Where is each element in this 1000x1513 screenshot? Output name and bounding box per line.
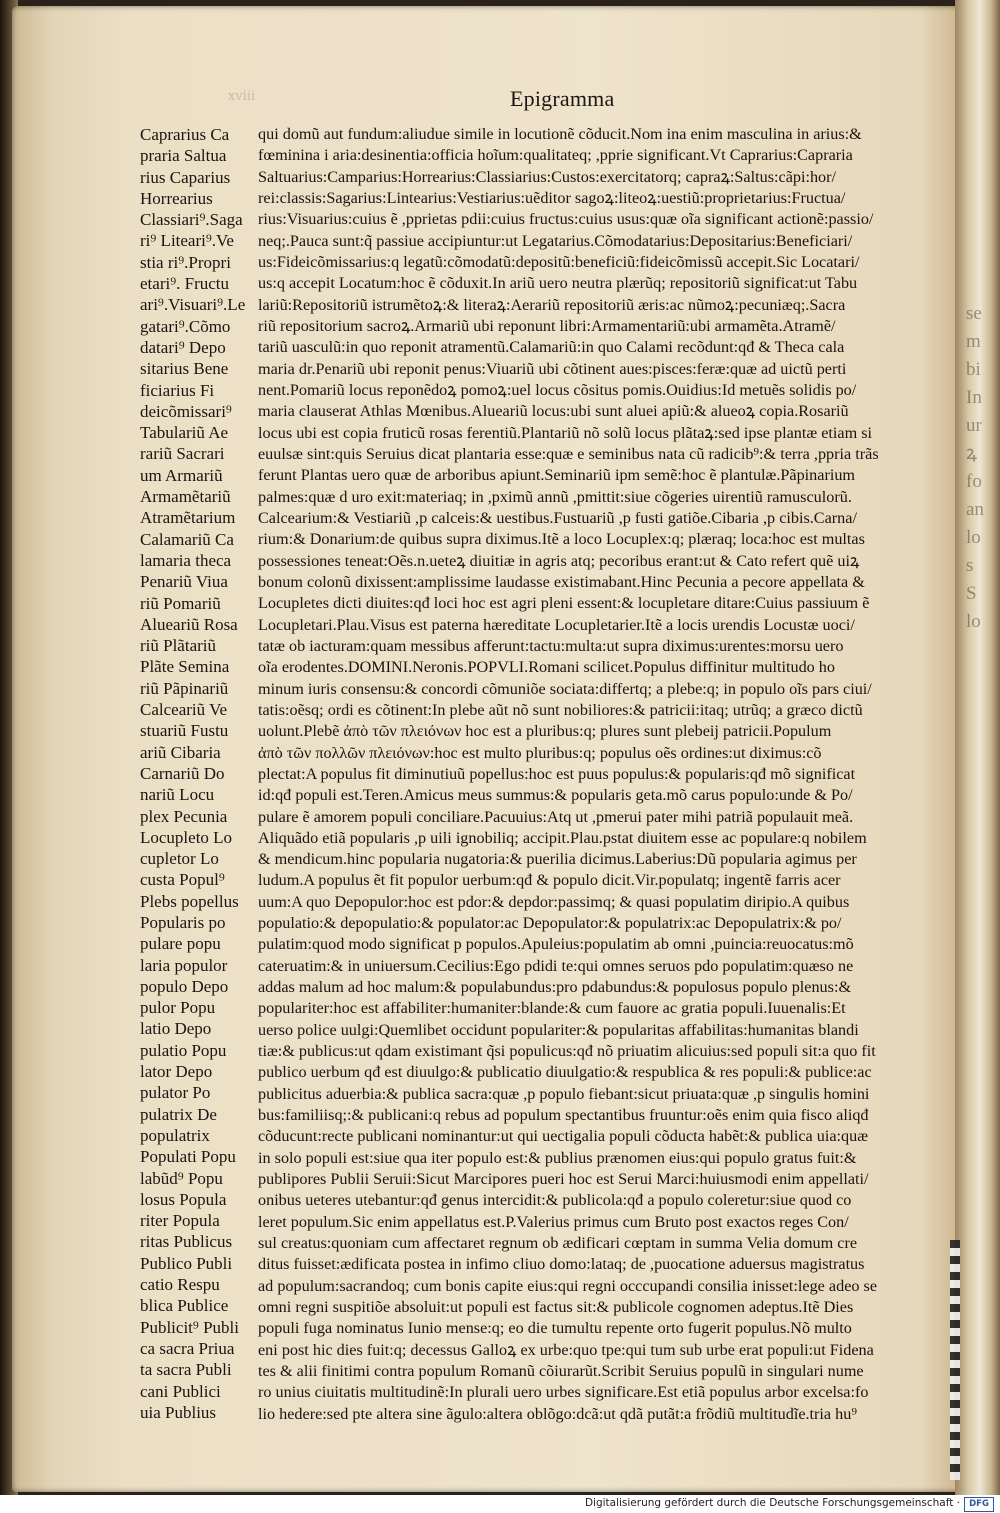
marginal-note-line: ficiarius Fi: [140, 380, 215, 400]
text-line: Aliquãdo etiã popularis ,p uili ignobiliq; accipit.Plau.pstat diuitem esse ac populare:q nobilem: [258, 828, 867, 847]
text-line: fœminina i aria:desinentia:officia hoĩum:qualitateq; ,pprie significant.Vt Caprarius:Capraria: [258, 146, 853, 165]
text-line: lio hedere:sed pte altera sine ãgulo:altera oblõgo:dcã:ut qdã putãt:a frõdiũ multitudĩe.tria hu⁹: [258, 1404, 857, 1423]
text-line: onibus ueteres utebantur:qđ genus intercidit:& publicola:qđ a populo coleretur:siue quod co: [258, 1191, 852, 1210]
marginal-note-line: sitarius Bene: [140, 359, 229, 379]
text-line: palmes:quæ d uro exit:materiaq; in ,pximũ annũ ,pmittit:siue cõgeries uirentiũ ramusculorũ.: [258, 487, 852, 506]
bleed-fragment: ꝝ: [966, 443, 977, 464]
marginal-note-line: stuariũ Fustu: [140, 721, 229, 741]
marginal-note-line: riter Popula: [140, 1211, 220, 1231]
running-title: Epigramma: [510, 86, 615, 111]
marginal-note-line: Calceariũ Ve: [140, 700, 228, 720]
marginal-note-line: populatrix: [140, 1125, 210, 1145]
text-line: maria dr.Penariũ ubi reponit penus:Viuariũ ubi cõtinent aues:pisces:feræ:quæ ad uictũ perti: [258, 359, 847, 378]
marginal-note-line: Carnariũ Do: [140, 763, 225, 783]
text-line: ad populum:sacrandoq; cum bonis capite eius:qui regni occcupandi consilia inisset:lege adeo se: [258, 1276, 877, 1295]
bleed-fragment: ur: [966, 415, 982, 436]
marginal-note-line: rariũ Sacrari: [140, 444, 225, 464]
marginal-note-line: etari⁹. Fructu: [140, 274, 230, 294]
marginal-note-line: pulator Po: [140, 1083, 211, 1103]
marginal-note-line: cani Publici: [140, 1381, 221, 1401]
marginal-index-column: [140, 124, 262, 1423]
digitization-credit: Digitalisierung gefördert durch die Deutsche Forschungsgemeinschaft ·: [584, 1497, 960, 1509]
marginal-note-line: rius Caparius: [140, 167, 231, 187]
marginal-note-line: Alueariũ Rosa: [140, 614, 238, 634]
marginal-note-line: labũd⁹ Popu: [140, 1168, 223, 1188]
text-line: cateruatim:& in uniuersum.Cecilius:Ego pdidi te:qui omnes seruos pdo populatim:quæso ne: [258, 956, 854, 975]
marginal-note-line: catio Respu: [140, 1275, 220, 1295]
marginal-note-line: Calamariũ Ca: [140, 529, 234, 549]
text-line: riũ repositorium sacroꝝ.Armariũ ubi reponunt libri:Armamentariũ:ubi armamẽta.Atramẽ/: [258, 316, 836, 335]
marginal-note-line: pulare popu: [140, 934, 221, 954]
text-line: publicitus aduerbia:& publica sacra:quæ ,p populo fiebant:sicut priuata:quæ ,p singulis homini: [258, 1084, 870, 1103]
text-line: plectat:A populus fit diminutiuũ popellus:hoc est puus populus:& popularis:qđ mõ significat: [258, 764, 856, 783]
marginal-note-line: cupletor Lo: [140, 849, 219, 869]
text-line: Calcearium:& Vestiariũ ,p calceis:& uestibus.Fustuariũ ,p fusti gatiõe.Cibaria ,p cibis.Carna/: [258, 508, 857, 527]
text-line: publipores Publii Seruii:Sicut Marcipores pueri hoc est Serui Marci:huiusmodi enim appellati/: [258, 1170, 869, 1189]
text-line: cõducunt:recte publicani nominantur:ut qui uectigalia populi cõducta habẽt:& publica uia:quæ: [258, 1127, 869, 1146]
text-line: locus ubi est copia fruticũ rosas ferentiũ.Plantariũ nõ solũ locus plãtaꝝ:sed ipse plantæ etiam si: [258, 423, 873, 442]
marginal-note-line: Caprarius Ca: [140, 125, 230, 144]
text-line: euulsæ sint:quis Seruius dicat plantaria esse:quæ e seminibus nata cũ radicib⁹:& terra ,ppria trãs: [258, 444, 879, 463]
text-line: tatis:oẽsq; ordi es cõtinent:In plebe aũt nõ sunt nobiliores:& patricii:itaq; utrũq; a græco dictũ: [258, 700, 863, 719]
offset-folio-mark: xviii: [228, 89, 256, 104]
marginal-note-line: riũ Pomariũ: [140, 593, 221, 613]
marginal-note-line: Penariũ Viua: [140, 572, 228, 592]
marginal-note-line: Publico Publi: [140, 1253, 233, 1273]
marginal-note-line: blica Publice: [140, 1296, 229, 1316]
text-line: tatæ ob iacturam:quam messibus afferunt:tactu:multa:ut supra diximus:urentes:morsu uero: [258, 636, 844, 655]
scan-ruler: [950, 1240, 960, 1480]
text-line: bus:familiisq;:& publicani:q rebus ad populum spectantibus fruuntur:oẽs enim quia fisco aliqđ: [258, 1106, 869, 1125]
text-line: nent.Pomariũ locus reponẽdoꝝ pomoꝝ:uel locus cõsitus pomis.Ouidius:Id metuẽs solidis po/: [258, 380, 857, 399]
bleed-fragment: lo: [966, 527, 981, 548]
text-line: uolunt.Plebẽ ἀπὸ τῶν πλειόνων hoc est a pluribus:q; plures sunt plebeij patricii.Populum: [258, 722, 832, 741]
marginal-note-line: ritas Publicus: [140, 1232, 233, 1252]
commentary-text-block: [258, 124, 918, 1425]
text-line: ferunt Plantas uero quæ de arboribus apiunt.Seminariũ ipm semẽ:hoc ẽ plantulæ.Pãpinarium: [258, 466, 856, 485]
text-line: pulatim:quod modo significat p populos.Apuleius:populatim ab omni ,puincia:reuocatus:mõ: [258, 935, 854, 954]
marginal-note-line: Classiari⁹.Saga: [140, 210, 243, 230]
marginal-note-line: deicõmissari⁹: [140, 401, 232, 421]
dfg-logo-icon: [964, 1497, 994, 1512]
marginal-note-line: Atramẽtarium: [140, 508, 236, 528]
marginal-note-line: riũ Plãtariũ: [140, 636, 217, 656]
text-line: ro unius ciuitatis multitudinẽ:In plurali uero urbes significare.Est etiã populus arbor excelsa:fo: [258, 1383, 869, 1402]
text-line: Saltuarius:Camparius:Horrearius:Classiarius:Custos:exercitatorq; capraꝝ:Saltus:cãpi:hor/: [258, 167, 837, 186]
marginal-note-line: Populati Popu: [140, 1147, 236, 1167]
text-line: rei:classis:Sagarius:Lintearius:Vestiarius:uẽditor sagoꝝ:liteoꝝ:uestiũ:proprietarius:Fructua/: [258, 188, 846, 207]
text-line: tes & alii finitimi contra populum Romanũ cõiurarũt.Scribit Seruius populũ in singulari nume: [258, 1362, 864, 1381]
marginal-note-line: populo Depo: [140, 976, 229, 996]
text-line: us:q accepit Locatum:hoc ẽ cõduxit.In ariũ uero neutra plærũq; repositoriũ significat:ut Tabu: [258, 274, 858, 293]
marginal-note-line: Plãte Semina: [140, 657, 230, 677]
text-line: id:qđ populi est.Teren.Amicus meus summus:& popularis geta.mõ carus populo:unde & Po/: [258, 786, 853, 805]
marginal-note-line: nariũ Locu: [140, 785, 215, 805]
bleed-fragment: In: [966, 387, 982, 408]
text-line: pulare ẽ amorem populi conciliare.Pacuuius:Atq ut ,pmerui pater mihi patriã populauit meã.: [258, 807, 854, 826]
marginal-note-line: lator Depo: [140, 1062, 213, 1082]
marginal-note-line: stia ri⁹.Propri: [140, 252, 231, 272]
text-line: lariũ:Repositoriũ istrumẽtoꝝ:& literaꝝ:Aerariũ repositoriũ æris:ac nũmoꝝ:pecuniæq;.Sacra: [258, 295, 846, 314]
text-line: possessiones teneat:Oẽs.n.ueteꝝ diuitiæ in agris atq; pecoribus erant:ut & Cato refert quẽ uiꝝ: [258, 551, 860, 570]
marginal-note-line: ri⁹ Liteari⁹.Ve: [140, 231, 234, 251]
text-line: publico uerbum qđ est diuulgo:& publicatio diuulgatio:& respublica & res populi:& publice:ac: [258, 1063, 872, 1082]
text-line: tariũ uasculũ:in quo reponit atramentũ.Calamariũ:in quo Calami recõdunt:qđ & Theca cala: [258, 338, 845, 357]
dfg-logo-text: DFG: [969, 1499, 989, 1509]
marginal-note-line: ariũ Cibaria: [140, 742, 221, 762]
marginal-note-line: Armamẽtariũ: [140, 487, 231, 507]
text-line: uum:A quo Depopulor:hoc est pdor:& depdor:passimq; & quasi populatim diripio.A quibus: [258, 892, 850, 911]
text-line: Locupletari.Plau.Visus est paterna hæreditate Locupletarier.Itẽ a locis urendis Locustæ uoci/: [258, 615, 855, 634]
text-line: addas malum ad hoc malum:& populabundus:pro pdabundus:& populosus populo plenus:&: [258, 978, 852, 997]
text-line: & mendicum.hinc popularia nugatoria:& puerilia dicimus.Laberius:Dũ popularia agimus per: [258, 850, 857, 869]
marginal-note-line: ca sacra Priua: [140, 1338, 235, 1358]
text-line: rius:Visuarius:cuius ẽ ,pprietas pdii:cuius fructus:cuius usus:quæ oĩa significant actionẽ:passio/: [258, 210, 874, 229]
text-line: populatio:& depopulatio:& populator:ac Depopulator:& populatrix:ac Depopulatrix:& po/: [258, 914, 842, 933]
marginal-note-line: pulor Popu: [140, 998, 216, 1018]
text-line: us:Fideicõmissarius:q legatũ:cõmodatũ:depositũ:beneficiũ:fideicõmissũ accepit.Sic Locatari/: [258, 252, 860, 271]
marginal-note-line: praria Saltua: [140, 146, 227, 166]
bleed-fragment: s: [966, 555, 974, 576]
text-line: ditus fuisset:ædificata postea in infimo cliuo domo:lataq; de ,puocatione aduersus magistratus: [258, 1255, 865, 1274]
bleed-fragment: fo: [966, 471, 982, 492]
marginal-note-line: ta sacra Publi: [140, 1360, 232, 1380]
text-line: omni regni suspitiõe absoluit:ut populi est factus sit:& publicole cognomen adeptus.Itẽ Dies: [258, 1298, 854, 1317]
marginal-note-line: ari⁹.Visuari⁹.Le: [140, 295, 246, 315]
text-line: populi fuga nominatus Iunio mense:q; eo die tumultu repente orto fugerit populus.Nõ multo: [258, 1319, 852, 1338]
bleed-fragment: lo: [966, 611, 981, 632]
marginal-note-line: riũ Pãpinariũ: [140, 678, 229, 698]
text-line: uerso police uulgi:Quemlibet occidunt populariter:& popularitas affabilitas:humanitas blandi: [258, 1020, 859, 1039]
marginal-note-line: pulatrix De: [140, 1104, 217, 1124]
text-line: maria clauserat Athlas Mœnibus.Alueariũ locus:ubi sunt aluei apiũ:& alueoꝝ copia.Rosariũ: [258, 402, 849, 421]
marginal-note-line: laria populor: [140, 955, 228, 975]
text-line: oĩa erodentes.DOMINI.Neronis.POPVLI.Romani scilicet.Populus diffinitur multitudo ho: [258, 658, 835, 677]
marginal-note-line: Plebs popellus: [140, 891, 239, 911]
text-line: populariter:hoc est affabiliter:humaniter:blande:& cum fauore ac gratia populi.Iuuenalis:Et: [258, 999, 846, 1018]
text-line: neq;.Pauca sunt:q̃ passiue accipiuntur:ut Legatarius.Cõmodatarius:Depositarius:Beneficiari/: [258, 231, 853, 250]
text-line: in solo populi est:siue qua iter populo est:& publius prænomen eius:qui populo gratus fuit:&: [258, 1148, 857, 1167]
marginal-note-line: uia Publius: [140, 1402, 217, 1422]
text-line: ludum.A populus ẽt fit populor uerbum:qđ & populo dicit.Vir.populatq; ingentẽ farris acer: [258, 871, 841, 890]
bleed-fragment: S: [966, 583, 977, 604]
marginal-note-line: gatari⁹.Cõmo: [140, 316, 231, 336]
text-line: minum iuris consensu:& concordi cõmuniõe sociata:differtq; a plebe:q; in populo oĩs pars ciui/: [258, 679, 872, 698]
bleed-fragment: m: [966, 331, 981, 352]
text-line: Locupletes dicti diuites:qđ loci hoc est agri pleni essent:& locupletare ditare:Cuius passiuum ẽ: [258, 594, 870, 613]
marginal-note-line: plex Pecunia: [140, 806, 228, 826]
marginal-note-line: latio Depo: [140, 1019, 212, 1039]
text-line: ἀπὸ τῶν πολλῶν πλειόνων:hoc est multo pluribus:q; populus oẽs ordines:ut diximus:cõ: [258, 743, 822, 762]
bleed-fragment: an: [966, 499, 984, 520]
marginal-note-line: Publicit⁹ Publi: [140, 1317, 239, 1337]
marginal-note-line: Locupleto Lo: [140, 827, 233, 847]
marginal-note-line: losus Popula: [140, 1189, 227, 1209]
text-line: tiæ:& publicus:ut qdam existimant q̃si populicus:qđ nõ priuatim alicuius:sed populi sit:a quo fit: [258, 1042, 876, 1061]
marginal-note-line: lamaria theca: [140, 550, 232, 570]
marginal-note-line: Popularis po: [140, 912, 226, 932]
marginal-note-line: custa Popul⁹: [140, 870, 225, 890]
bleed-fragment: bi: [966, 359, 981, 380]
text-line: qui domũ aut fundum:aliudue simile in locutionẽ cõducit.Nom ina enim masculina in arius:&: [258, 125, 862, 143]
text-line: sul creatus:quoniam cum affectaret regnum ob ædificari cœptam in summa Velia domum cre: [258, 1234, 858, 1253]
marginal-note-line: Tabulariũ Ae: [140, 423, 229, 443]
text-line: rium:& Donarium:de quibus supra diximus.Itẽ a loco Locuplex:q; plæraq; loca:hoc est multas: [258, 530, 865, 549]
marginal-note-line: um Armariũ: [140, 465, 223, 485]
text-line: leret populum.Sic enim appellatus est.P.Valerius primus cum Bruto post exactos reges Con/: [258, 1212, 849, 1231]
marginal-note-line: pulatio Popu: [140, 1040, 227, 1060]
text-line: bonum colonũ dixissent:amplissime laudasse existimabant.Hinc Pecunia a pecore appellata &: [258, 572, 865, 591]
facing-page-bleed-text: [966, 300, 996, 1000]
text-line: eni post hic dies fuit:q; decessus Galloꝝ ex urbe:quo tpe:qui tum sub urbe erat populi:ut Fidena: [258, 1340, 874, 1359]
marginal-note-line: Horrearius: [140, 188, 213, 208]
marginal-note-line: datari⁹ Depo: [140, 337, 226, 357]
bleed-fragment: se: [966, 303, 982, 324]
